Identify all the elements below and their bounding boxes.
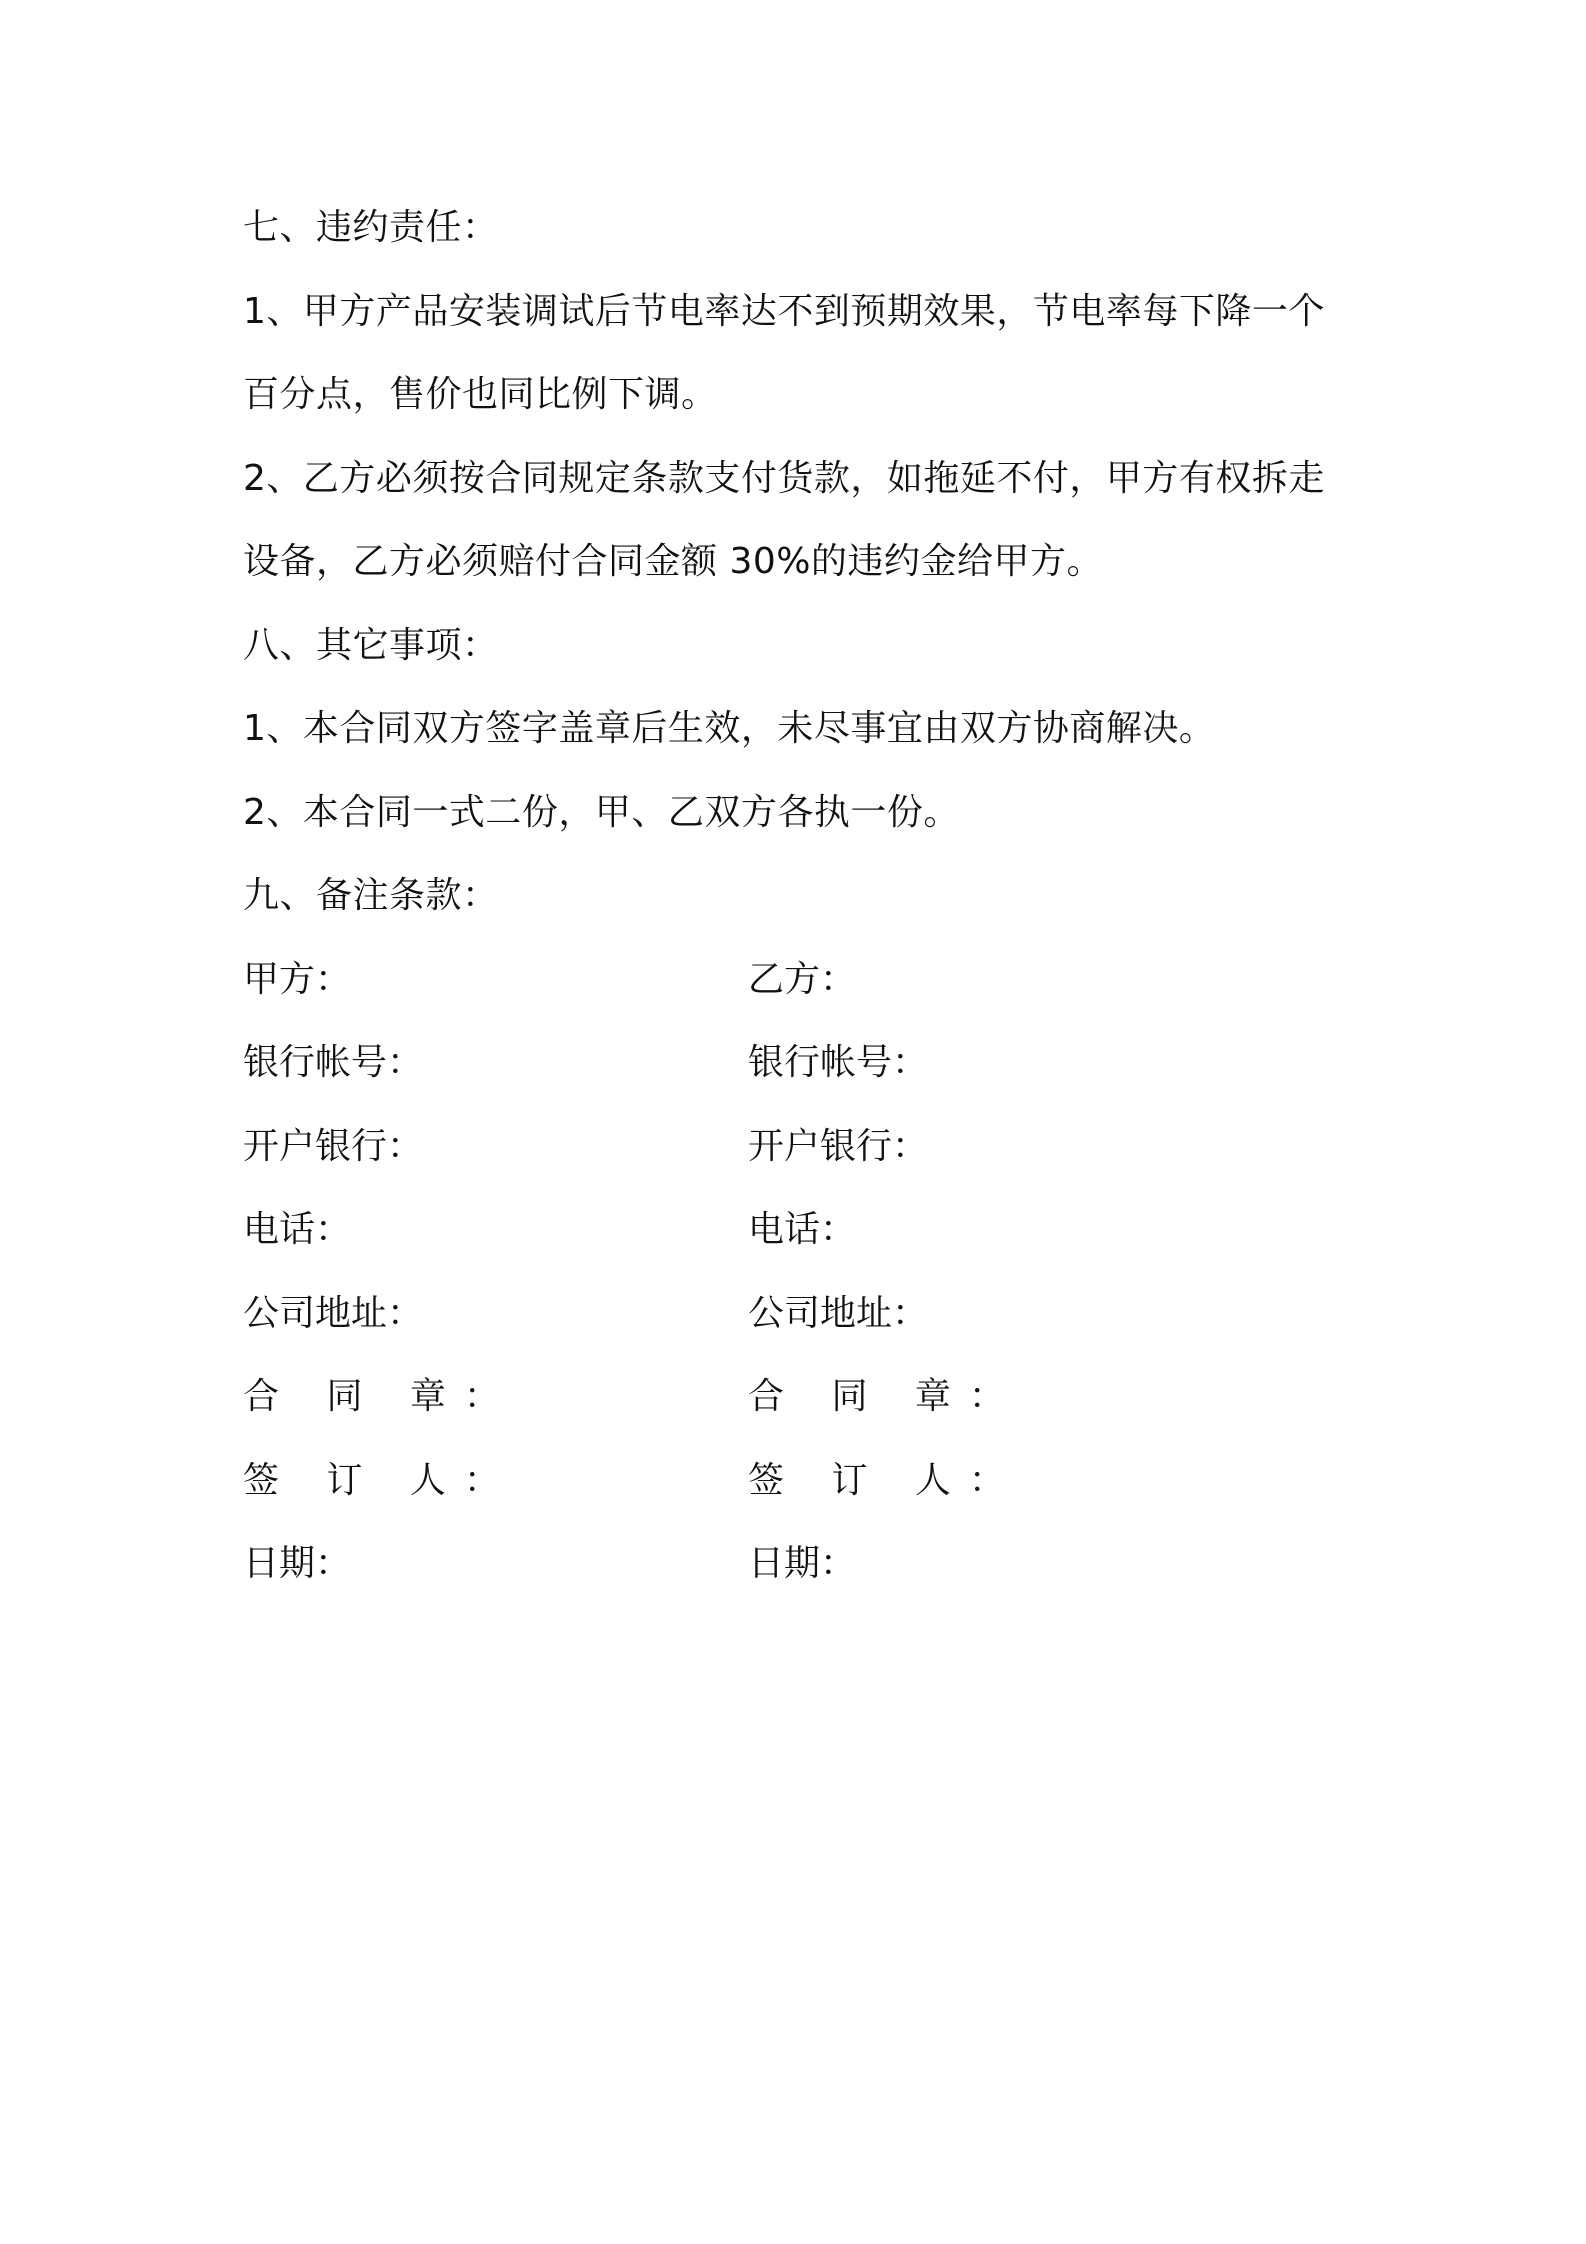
section-7-item-1-line-2: 百分点，售价也同比例下调。	[243, 374, 718, 415]
party-b-bank-account-label: 银行帐号：	[748, 1042, 929, 1083]
party-b-seal-label: 合 同 章：	[748, 1376, 1023, 1417]
party-a-address-label: 公司地址：	[243, 1292, 424, 1334]
section-8-heading: 八、其它事项：	[243, 624, 499, 666]
signature-row-date	[243, 1534, 1353, 1618]
signature-row-phone	[243, 1200, 1353, 1284]
party-b-signer-label: 签 订 人：	[748, 1459, 1023, 1501]
party-a-date-label: 日期：	[243, 1543, 352, 1584]
section-7-item-2-line-1: 2、乙方必须按合同规定条款支付货款，如拖延不付，甲方有权拆走	[243, 457, 1325, 499]
signature-row-address	[243, 1284, 1353, 1368]
signature-row-party	[243, 950, 1353, 1034]
signature-row-seal	[243, 1367, 1353, 1451]
party-b-label: 乙方：	[748, 958, 857, 1000]
section-7-heading: 七、违约责任：	[243, 207, 499, 248]
signature-row-bank-account	[243, 1033, 1353, 1117]
party-b-address-label: 公司地址：	[748, 1292, 929, 1334]
section-9-heading: 九、备注条款：	[243, 875, 499, 916]
signature-row-bank	[243, 1117, 1353, 1201]
party-a-bank-account-label: 银行帐号：	[243, 1042, 424, 1083]
section-7-item-2-line-2: 设备，乙方必须赔付合同金额 30%的违约金给甲方。	[243, 541, 1103, 582]
section-8-item-1: 1、本合同双方签字盖章后生效，未尽事宜由双方协商解决。	[243, 708, 1216, 749]
section-7-item-1-line-1: 1、甲方产品安装调试后节电率达不到预期效果，节电率每下降一个	[243, 290, 1325, 332]
section-8-item-2: 2、本合同一式二份，甲、乙双方各执一份。	[243, 791, 960, 833]
contract-body	[243, 198, 1353, 1618]
party-b-date-label: 日期：	[748, 1543, 857, 1584]
party-b-phone-label: 电话：	[748, 1209, 857, 1250]
party-a-phone-label: 电话：	[243, 1209, 352, 1250]
party-a-seal-label: 合 同 章：	[243, 1376, 518, 1417]
signature-row-signer	[243, 1451, 1353, 1535]
party-b-bank-label: 开户银行：	[748, 1125, 929, 1167]
party-a-signer-label: 签 订 人：	[243, 1459, 518, 1501]
party-a-label: 甲方：	[243, 958, 352, 1000]
party-a-bank-label: 开户银行：	[243, 1125, 424, 1167]
